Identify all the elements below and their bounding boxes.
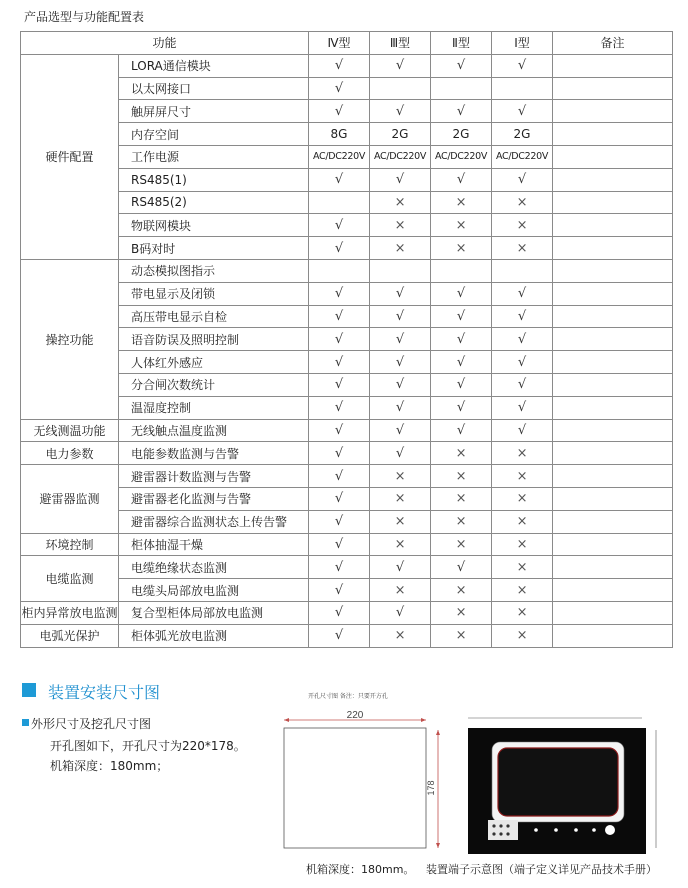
value-cell: × bbox=[370, 487, 431, 510]
header-type-2: Ⅱ型 bbox=[431, 32, 492, 55]
value-cell: √ bbox=[309, 168, 370, 191]
table-row bbox=[21, 601, 673, 624]
value-cell: × bbox=[492, 624, 553, 647]
function-cell: LORA通信模块 bbox=[119, 54, 309, 77]
category-cell: 电弧光保护 bbox=[21, 624, 119, 647]
value-cell: √ bbox=[370, 351, 431, 374]
value-cell: √ bbox=[492, 419, 553, 442]
spec-table bbox=[20, 31, 673, 648]
function-cell: 触屏屏尺寸 bbox=[119, 100, 309, 123]
value-cell: √ bbox=[431, 328, 492, 351]
function-cell: 以太网接口 bbox=[119, 77, 309, 100]
function-cell: 避雷器老化监测与告警 bbox=[119, 487, 309, 510]
remarks-cell bbox=[553, 442, 673, 465]
function-cell: 温湿度控制 bbox=[119, 396, 309, 419]
function-cell: 高压带电显示自检 bbox=[119, 305, 309, 328]
value-cell: √ bbox=[431, 282, 492, 305]
value-cell: AC/DC220V bbox=[431, 145, 492, 168]
screen-display bbox=[498, 748, 618, 816]
remarks-cell bbox=[553, 328, 673, 351]
value-cell: √ bbox=[431, 100, 492, 123]
value-cell: × bbox=[492, 465, 553, 488]
function-cell: 避雷器计数监测与告警 bbox=[119, 465, 309, 488]
header-type-1: Ⅰ型 bbox=[492, 32, 553, 55]
category-cell: 电缆监测 bbox=[21, 556, 119, 602]
remarks-cell bbox=[553, 601, 673, 624]
value-cell: × bbox=[492, 601, 553, 624]
value-cell: AC/DC220V bbox=[492, 145, 553, 168]
value-cell: × bbox=[492, 214, 553, 237]
value-cell: × bbox=[370, 510, 431, 533]
table-row bbox=[21, 533, 673, 556]
category-cell: 操控功能 bbox=[21, 259, 119, 419]
remarks-cell bbox=[553, 100, 673, 123]
table-row bbox=[21, 351, 673, 374]
bullet-square-icon bbox=[22, 719, 29, 726]
value-cell: × bbox=[492, 442, 553, 465]
sub-title: 外形尺寸及挖孔尺寸图 bbox=[31, 717, 152, 731]
section-marker-icon bbox=[22, 683, 36, 697]
value-cell: × bbox=[431, 487, 492, 510]
value-cell: √ bbox=[492, 351, 553, 374]
function-cell: 电缆头局部放电监测 bbox=[119, 579, 309, 602]
value-cell: √ bbox=[309, 533, 370, 556]
value-cell: × bbox=[370, 214, 431, 237]
value-cell: × bbox=[431, 624, 492, 647]
function-cell: 柜体弧光放电监测 bbox=[119, 624, 309, 647]
value-cell: 8G bbox=[309, 123, 370, 146]
value-cell: √ bbox=[492, 396, 553, 419]
table-row bbox=[21, 465, 673, 488]
value-cell: × bbox=[431, 442, 492, 465]
depth-description: 机箱深度：180mm； bbox=[50, 759, 169, 773]
header-type-3: Ⅲ型 bbox=[370, 32, 431, 55]
value-cell bbox=[492, 77, 553, 100]
value-cell: √ bbox=[370, 373, 431, 396]
value-cell bbox=[431, 259, 492, 282]
value-cell: √ bbox=[309, 419, 370, 442]
table-row bbox=[21, 214, 673, 237]
value-cell: √ bbox=[309, 487, 370, 510]
value-cell: × bbox=[431, 601, 492, 624]
value-cell: × bbox=[431, 465, 492, 488]
remarks-cell bbox=[553, 168, 673, 191]
value-cell: × bbox=[370, 579, 431, 602]
cutout-note: 开孔尺寸图 备注：只要开方孔 bbox=[308, 693, 388, 700]
remarks-cell bbox=[553, 465, 673, 488]
value-cell: √ bbox=[309, 77, 370, 100]
value-cell: × bbox=[370, 237, 431, 260]
value-cell: × bbox=[370, 624, 431, 647]
value-cell: √ bbox=[431, 305, 492, 328]
height-arrow-bottom bbox=[436, 843, 440, 848]
value-cell: √ bbox=[431, 168, 492, 191]
value-cell: × bbox=[370, 191, 431, 214]
table-row bbox=[21, 77, 673, 100]
power-knob-icon bbox=[605, 825, 615, 835]
value-cell: × bbox=[431, 579, 492, 602]
table-row bbox=[21, 237, 673, 260]
category-cell: 无线测温功能 bbox=[21, 419, 119, 442]
function-cell: 无线触点温度监测 bbox=[119, 419, 309, 442]
function-cell: 避雷器综合监测状态上传告警 bbox=[119, 510, 309, 533]
value-cell: √ bbox=[309, 214, 370, 237]
remarks-cell bbox=[553, 396, 673, 419]
table-row bbox=[21, 328, 673, 351]
value-cell: √ bbox=[309, 373, 370, 396]
remarks-cell bbox=[553, 259, 673, 282]
value-cell: × bbox=[492, 191, 553, 214]
remarks-cell bbox=[553, 123, 673, 146]
function-cell: 内存空间 bbox=[119, 123, 309, 146]
value-cell: √ bbox=[309, 624, 370, 647]
table-row bbox=[21, 54, 673, 77]
width-arrow-left bbox=[284, 718, 289, 722]
category-cell: 电力参数 bbox=[21, 442, 119, 465]
value-cell bbox=[309, 191, 370, 214]
value-cell: √ bbox=[431, 419, 492, 442]
value-cell: √ bbox=[370, 328, 431, 351]
category-cell: 避雷器监测 bbox=[21, 465, 119, 533]
value-cell: √ bbox=[492, 305, 553, 328]
cutout-height-label: 178 bbox=[426, 780, 436, 796]
table-row bbox=[21, 579, 673, 602]
remarks-cell bbox=[553, 556, 673, 579]
function-cell: 物联网模块 bbox=[119, 214, 309, 237]
table-row bbox=[21, 396, 673, 419]
remarks-cell bbox=[553, 305, 673, 328]
function-cell: 复合型柜体局部放电监测 bbox=[119, 601, 309, 624]
remarks-cell bbox=[553, 351, 673, 374]
value-cell: √ bbox=[370, 601, 431, 624]
value-cell: √ bbox=[309, 442, 370, 465]
function-cell: RS485(1) bbox=[119, 168, 309, 191]
function-cell: 电缆绝缘状态监测 bbox=[119, 556, 309, 579]
table-row bbox=[21, 305, 673, 328]
value-cell: × bbox=[431, 214, 492, 237]
value-cell: √ bbox=[370, 54, 431, 77]
table-row bbox=[21, 259, 673, 282]
table-row bbox=[21, 373, 673, 396]
value-cell: √ bbox=[492, 54, 553, 77]
remarks-cell bbox=[553, 54, 673, 77]
value-cell: √ bbox=[492, 373, 553, 396]
cutout-width-label: 220 bbox=[346, 710, 364, 721]
value-cell: √ bbox=[309, 465, 370, 488]
value-cell: √ bbox=[309, 100, 370, 123]
remarks-cell bbox=[553, 214, 673, 237]
function-cell: 工作电源 bbox=[119, 145, 309, 168]
button-pad bbox=[488, 820, 518, 840]
value-cell: × bbox=[431, 237, 492, 260]
value-cell: × bbox=[492, 487, 553, 510]
value-cell: 2G bbox=[492, 123, 553, 146]
remarks-cell bbox=[553, 77, 673, 100]
value-cell: √ bbox=[370, 442, 431, 465]
value-cell: 2G bbox=[431, 123, 492, 146]
value-cell: √ bbox=[431, 54, 492, 77]
document-title: 产品选型与功能配置表 bbox=[24, 10, 145, 24]
remarks-cell bbox=[553, 624, 673, 647]
value-cell: √ bbox=[309, 237, 370, 260]
table-row bbox=[21, 487, 673, 510]
table-header-row bbox=[21, 32, 673, 55]
value-cell: √ bbox=[309, 579, 370, 602]
cutout-drawing bbox=[280, 708, 450, 858]
cutout-rect bbox=[284, 728, 426, 848]
table-row bbox=[21, 624, 673, 647]
table-row bbox=[21, 123, 673, 146]
value-cell: × bbox=[492, 237, 553, 260]
value-cell: × bbox=[492, 556, 553, 579]
table-row bbox=[21, 282, 673, 305]
function-cell: 柜体抽湿干燥 bbox=[119, 533, 309, 556]
value-cell: √ bbox=[309, 54, 370, 77]
table-row bbox=[21, 556, 673, 579]
table-row bbox=[21, 442, 673, 465]
value-cell: √ bbox=[431, 556, 492, 579]
value-cell: √ bbox=[370, 419, 431, 442]
value-cell: × bbox=[492, 579, 553, 602]
value-cell: √ bbox=[370, 396, 431, 419]
value-cell bbox=[492, 259, 553, 282]
caption-depth: 机箱深度：180mm。 bbox=[306, 863, 415, 876]
value-cell bbox=[431, 77, 492, 100]
value-cell: × bbox=[492, 533, 553, 556]
value-cell: √ bbox=[492, 100, 553, 123]
function-cell: 动态模拟图指示 bbox=[119, 259, 309, 282]
value-cell: 2G bbox=[370, 123, 431, 146]
table-row bbox=[21, 168, 673, 191]
function-cell: RS485(2) bbox=[119, 191, 309, 214]
value-cell: √ bbox=[309, 601, 370, 624]
cutout-description: 开孔图如下，开孔尺寸为220*178。 bbox=[50, 739, 246, 753]
value-cell: AC/DC220V bbox=[309, 145, 370, 168]
value-cell bbox=[370, 259, 431, 282]
value-cell: √ bbox=[370, 168, 431, 191]
remarks-cell bbox=[553, 419, 673, 442]
value-cell: AC/DC220V bbox=[370, 145, 431, 168]
remarks-cell bbox=[553, 510, 673, 533]
value-cell: √ bbox=[431, 351, 492, 374]
value-cell bbox=[309, 259, 370, 282]
value-cell: √ bbox=[492, 328, 553, 351]
table-row bbox=[21, 191, 673, 214]
value-cell: √ bbox=[309, 556, 370, 579]
value-cell: √ bbox=[370, 305, 431, 328]
function-cell: 电能参数监测与告警 bbox=[119, 442, 309, 465]
function-cell: 分合闸次数统计 bbox=[119, 373, 309, 396]
remarks-cell bbox=[553, 373, 673, 396]
value-cell: √ bbox=[431, 373, 492, 396]
remarks-cell bbox=[553, 533, 673, 556]
category-cell: 环境控制 bbox=[21, 533, 119, 556]
function-cell: 带电显示及闭锁 bbox=[119, 282, 309, 305]
value-cell: √ bbox=[309, 396, 370, 419]
value-cell: √ bbox=[492, 168, 553, 191]
category-cell: 硬件配置 bbox=[21, 54, 119, 259]
table-row bbox=[21, 145, 673, 168]
value-cell: × bbox=[431, 533, 492, 556]
table-row bbox=[21, 510, 673, 533]
value-cell: √ bbox=[309, 328, 370, 351]
value-cell: √ bbox=[309, 351, 370, 374]
function-cell: 人体红外感应 bbox=[119, 351, 309, 374]
remarks-cell bbox=[553, 579, 673, 602]
category-cell: 柜内异常放电监测 bbox=[21, 601, 119, 624]
header-function: 功能 bbox=[21, 32, 309, 55]
remarks-cell bbox=[553, 145, 673, 168]
height-arrow-top bbox=[436, 730, 440, 735]
value-cell: × bbox=[431, 510, 492, 533]
remarks-cell bbox=[553, 237, 673, 260]
width-arrow-right bbox=[421, 718, 426, 722]
value-cell: √ bbox=[370, 100, 431, 123]
remarks-cell bbox=[553, 191, 673, 214]
function-cell: 语音防误及照明控制 bbox=[119, 328, 309, 351]
value-cell: √ bbox=[309, 510, 370, 533]
table-row bbox=[21, 100, 673, 123]
value-cell: √ bbox=[370, 556, 431, 579]
value-cell: √ bbox=[309, 282, 370, 305]
section-title: 装置安装尺寸图 bbox=[48, 683, 161, 702]
caption-terminal: 装置端子示意图（端子定义详见产品技术手册） bbox=[426, 863, 657, 876]
value-cell: × bbox=[492, 510, 553, 533]
value-cell: √ bbox=[492, 282, 553, 305]
header-remarks: 备注 bbox=[553, 32, 673, 55]
value-cell: √ bbox=[370, 282, 431, 305]
header-type-4: Ⅳ型 bbox=[309, 32, 370, 55]
value-cell: × bbox=[370, 533, 431, 556]
value-cell: × bbox=[370, 465, 431, 488]
terminal-panel-drawing bbox=[460, 708, 670, 858]
remarks-cell bbox=[553, 282, 673, 305]
value-cell: √ bbox=[431, 396, 492, 419]
table-row bbox=[21, 419, 673, 442]
value-cell bbox=[370, 77, 431, 100]
value-cell: √ bbox=[309, 305, 370, 328]
value-cell: × bbox=[431, 191, 492, 214]
function-cell: B码对时 bbox=[119, 237, 309, 260]
remarks-cell bbox=[553, 487, 673, 510]
